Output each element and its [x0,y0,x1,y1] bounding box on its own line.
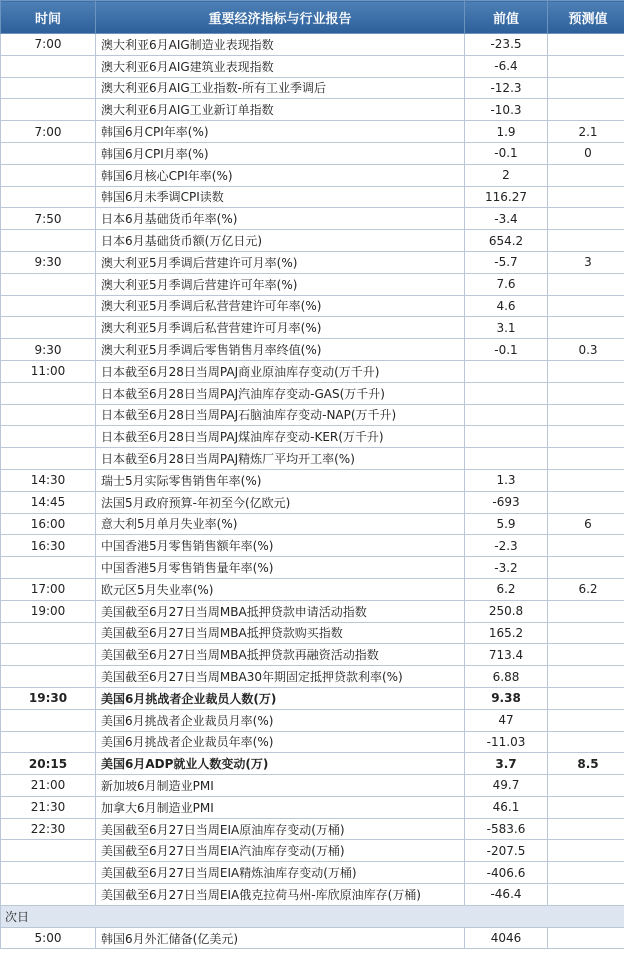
cell-time [1,317,96,339]
cell-forecast [548,208,624,230]
cell-previous: 116.27 [465,186,548,208]
cell-previous: 46.1 [465,796,548,818]
cell-previous: 3.7 [465,753,548,775]
cell-time [1,557,96,579]
cell-event: 日本截至6月28日当周PAJ汽油库存变动-GAS(万千升) [96,382,465,404]
cell-forecast: 0.3 [548,339,624,361]
cell-time [1,666,96,688]
cell-event: 瑞士5月实际零售销售年率(%) [96,469,465,491]
cell-time [1,77,96,99]
cell-event: 美国截至6月27日当周MBA抵押贷款购买指数 [96,622,465,644]
cell-forecast [548,775,624,797]
cell-time: 7:00 [1,121,96,143]
header-event: 重要经济指标与行业报告 [96,1,465,34]
cell-previous: -0.1 [465,339,548,361]
cell-previous: -6.4 [465,55,548,77]
cell-event: 澳大利亚5月季调后私营营建许可年率(%) [96,295,465,317]
cell-forecast [548,600,624,622]
cell-event: 澳大利亚5月季调后零售销售月率终值(%) [96,339,465,361]
cell-previous: 6.2 [465,578,548,600]
cell-time [1,731,96,753]
table-row [1,666,624,688]
table-row [1,230,624,252]
cell-event: 澳大利亚6月AIG制造业表现指数 [96,34,465,56]
table-row [1,818,624,840]
cell-forecast [548,404,624,426]
table-row [1,317,624,339]
section-row-next-day [1,905,624,927]
cell-forecast [548,491,624,513]
cell-event: 韩国6月外汇储备(亿美元) [96,927,465,949]
cell-previous: 49.7 [465,775,548,797]
table-row [1,208,624,230]
table-row [1,186,624,208]
table-row [1,121,624,143]
cell-time: 16:30 [1,535,96,557]
cell-previous: 5.9 [465,513,548,535]
cell-forecast [548,186,624,208]
cell-time [1,99,96,121]
cell-time [1,230,96,252]
cell-previous: 165.2 [465,622,548,644]
cell-time: 22:30 [1,818,96,840]
cell-previous: -583.6 [465,818,548,840]
cell-time: 20:15 [1,753,96,775]
cell-forecast [548,273,624,295]
cell-previous: 713.4 [465,644,548,666]
cell-time [1,884,96,906]
table-row [1,578,624,600]
cell-forecast [548,709,624,731]
table-row [1,927,624,949]
cell-time: 9:30 [1,251,96,273]
cell-forecast: 6.2 [548,578,624,600]
cell-forecast [548,687,624,709]
cell-previous [465,382,548,404]
cell-previous [465,426,548,448]
table-row [1,77,624,99]
cell-previous: 3.1 [465,317,548,339]
cell-event: 美国截至6月27日当周EIA俄克拉荷马州-库欣原油库存(万桶) [96,884,465,906]
table-row [1,513,624,535]
cell-forecast [548,295,624,317]
cell-previous: -3.4 [465,208,548,230]
cell-previous: -693 [465,491,548,513]
cell-forecast: 3 [548,251,624,273]
cell-time: 16:00 [1,513,96,535]
cell-event: 新加坡6月制造业PMI [96,775,465,797]
cell-time [1,448,96,470]
table-row [1,360,624,382]
cell-time: 7:50 [1,208,96,230]
cell-previous: 7.6 [465,273,548,295]
cell-time: 9:30 [1,339,96,361]
table-row [1,164,624,186]
cell-forecast [548,622,624,644]
cell-event: 韩国6月未季调CPI读数 [96,186,465,208]
cell-event: 日本截至6月28日当周PAJ精炼厂平均开工率(%) [96,448,465,470]
cell-event: 加拿大6月制造业PMI [96,796,465,818]
cell-previous: 654.2 [465,230,548,252]
cell-event: 美国6月挑战者企业裁员人数(万) [96,687,465,709]
cell-forecast [548,840,624,862]
cell-time [1,273,96,295]
cell-event: 意大利5月单月失业率(%) [96,513,465,535]
cell-previous: 2 [465,164,548,186]
table-row [1,644,624,666]
cell-event: 中国香港5月零售销售额年率(%) [96,535,465,557]
table-row [1,687,624,709]
header-previous: 前值 [465,1,548,34]
table-row [1,840,624,862]
table-row [1,382,624,404]
cell-time [1,164,96,186]
header-forecast: 预测值 [548,1,624,34]
cell-forecast [548,557,624,579]
cell-time [1,426,96,448]
table-row [1,142,624,164]
table-body [1,34,624,949]
cell-previous: 9.38 [465,687,548,709]
table-row [1,251,624,273]
table-header-row [1,1,624,34]
cell-time: 17:00 [1,578,96,600]
cell-time: 21:30 [1,796,96,818]
cell-forecast: 2.1 [548,121,624,143]
table-row [1,796,624,818]
cell-event: 日本截至6月28日当周PAJ商业原油库存变动(万千升) [96,360,465,382]
cell-event: 美国截至6月27日当周EIA汽油库存变动(万桶) [96,840,465,862]
cell-forecast [548,164,624,186]
table-row [1,339,624,361]
cell-previous: 4046 [465,927,548,949]
table-row [1,448,624,470]
table-row [1,622,624,644]
cell-previous: -3.2 [465,557,548,579]
cell-time: 11:00 [1,360,96,382]
table-row [1,273,624,295]
cell-previous [465,448,548,470]
table-row [1,404,624,426]
cell-time: 19:30 [1,687,96,709]
cell-event: 澳大利亚5月季调后营建许可年率(%) [96,273,465,295]
cell-previous: -10.3 [465,99,548,121]
cell-event: 美国截至6月27日当周MBA30年期固定抵押贷款利率(%) [96,666,465,688]
cell-forecast: 0 [548,142,624,164]
cell-forecast [548,77,624,99]
cell-event: 美国截至6月27日当周EIA原油库存变动(万桶) [96,818,465,840]
cell-forecast [548,99,624,121]
cell-time [1,862,96,884]
cell-time: 14:30 [1,469,96,491]
cell-event: 澳大利亚6月AIG建筑业表现指数 [96,55,465,77]
cell-forecast [548,55,624,77]
cell-event: 澳大利亚5月季调后营建许可月率(%) [96,251,465,273]
cell-previous [465,360,548,382]
cell-time [1,142,96,164]
section-label: 次日 [1,905,624,927]
cell-previous: -406.6 [465,862,548,884]
cell-forecast [548,927,624,949]
cell-forecast [548,382,624,404]
cell-event: 美国截至6月27日当周EIA精炼油库存变动(万桶) [96,862,465,884]
cell-previous: -207.5 [465,840,548,862]
table-row [1,34,624,56]
cell-previous: 6.88 [465,666,548,688]
cell-time [1,382,96,404]
cell-forecast [548,34,624,56]
cell-event: 中国香港5月零售销售量年率(%) [96,557,465,579]
cell-event: 日本6月基础货币年率(%) [96,208,465,230]
cell-previous: -46.4 [465,884,548,906]
cell-event: 美国6月挑战者企业裁员月率(%) [96,709,465,731]
cell-event: 韩国6月CPI年率(%) [96,121,465,143]
cell-time [1,404,96,426]
table-row [1,600,624,622]
cell-event: 法国5月政府预算-年初至今(亿欧元) [96,491,465,513]
table-row [1,99,624,121]
cell-forecast [548,448,624,470]
cell-event: 日本截至6月28日当周PAJ石脑油库存变动-NAP(万千升) [96,404,465,426]
cell-previous: -2.3 [465,535,548,557]
cell-previous: 1.3 [465,469,548,491]
cell-forecast [548,426,624,448]
cell-forecast [548,796,624,818]
cell-forecast: 8.5 [548,753,624,775]
cell-event: 澳大利亚6月AIG工业新订单指数 [96,99,465,121]
cell-time: 7:00 [1,34,96,56]
cell-time: 19:00 [1,600,96,622]
table-row [1,731,624,753]
cell-forecast [548,818,624,840]
table-row [1,295,624,317]
table-row [1,469,624,491]
cell-time [1,644,96,666]
cell-time [1,186,96,208]
cell-forecast [548,644,624,666]
cell-event: 澳大利亚6月AIG工业指数-所有工业季调后 [96,77,465,99]
cell-previous [465,404,548,426]
cell-previous: -11.03 [465,731,548,753]
cell-forecast [548,884,624,906]
cell-event: 美国6月挑战者企业裁员年率(%) [96,731,465,753]
cell-previous: -23.5 [465,34,548,56]
header-time: 时间 [1,1,96,34]
table-row [1,862,624,884]
cell-forecast [548,535,624,557]
cell-forecast [548,666,624,688]
cell-time: 14:45 [1,491,96,513]
cell-forecast [548,469,624,491]
table-row [1,709,624,731]
table-row [1,426,624,448]
cell-time [1,709,96,731]
table-row [1,775,624,797]
table-row [1,557,624,579]
table-row [1,55,624,77]
cell-forecast [548,317,624,339]
cell-time [1,840,96,862]
table-row [1,491,624,513]
cell-event: 欧元区5月失业率(%) [96,578,465,600]
cell-forecast [548,360,624,382]
cell-event: 日本6月基础货币额(万亿日元) [96,230,465,252]
cell-event: 韩国6月核心CPI年率(%) [96,164,465,186]
table-row [1,753,624,775]
cell-time [1,55,96,77]
table-row [1,535,624,557]
cell-event: 美国截至6月27日当周MBA抵押贷款再融资活动指数 [96,644,465,666]
cell-previous: -5.7 [465,251,548,273]
cell-time: 5:00 [1,927,96,949]
cell-forecast [548,862,624,884]
cell-previous: 250.8 [465,600,548,622]
cell-previous: 1.9 [465,121,548,143]
cell-previous: -12.3 [465,77,548,99]
cell-event: 美国6月ADP就业人数变动(万) [96,753,465,775]
table-row [1,884,624,906]
cell-time [1,295,96,317]
cell-forecast [548,731,624,753]
cell-previous: 47 [465,709,548,731]
cell-event: 韩国6月CPI月率(%) [96,142,465,164]
cell-time: 21:00 [1,775,96,797]
cell-time [1,622,96,644]
cell-event: 日本截至6月28日当周PAJ煤油库存变动-KER(万千升) [96,426,465,448]
cell-previous: 4.6 [465,295,548,317]
cell-forecast [548,230,624,252]
cell-forecast: 6 [548,513,624,535]
cell-event: 澳大利亚5月季调后私营营建许可月率(%) [96,317,465,339]
cell-event: 美国截至6月27日当周MBA抵押贷款申请活动指数 [96,600,465,622]
cell-previous: -0.1 [465,142,548,164]
